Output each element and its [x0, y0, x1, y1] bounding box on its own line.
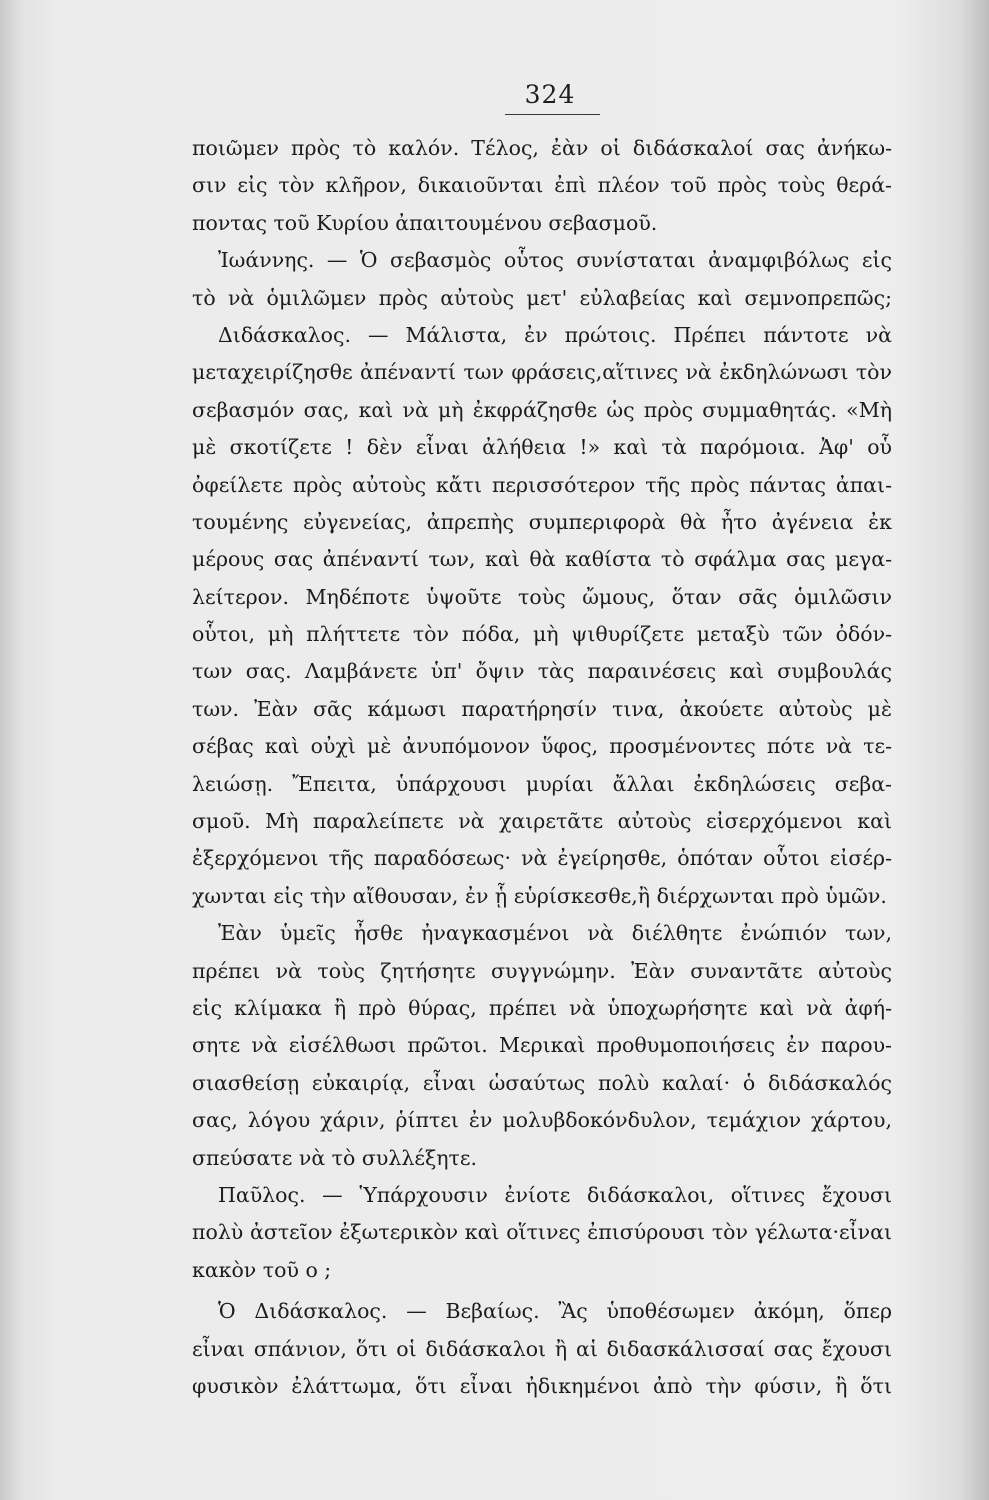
text-line: Ὁ Διδάσκαλος. — Βεβαίως. Ἂς ὑποθέσωμεν ἀκόμη, ὅπερ	[218, 1299, 892, 1324]
text-line: μέρους σας ἀπέναντί των, καὶ θὰ καθίστα τὸ σφάλμα σας μεγα-	[192, 547, 892, 572]
text-line: σπεύσατε νὰ τὸ συλλέξητε.	[192, 1145, 477, 1170]
text-line: Ἰωάννης. — Ὁ σεβασμὸς οὗτος συνίσταται ἀναμφιβόλως εἰς	[218, 248, 892, 273]
text-line: λειώσῃ. Ἔπειτα, ὑπάρχουσι μυρίαι ἄλλαι ἐκδηλώσεις σεβα-	[192, 771, 892, 796]
text-line: ἐξερχόμενοι τῆς παραδόσεως· νὰ ἐγείρησθε, ὁπόταν οὗτοι εἰσέρ-	[192, 846, 892, 871]
text-line: ποντας τοῦ Κυρίου ἀπαιτουμένου σεβασμοῦ.	[192, 210, 658, 235]
text-line: ὀφείλετε πρὸς αὐτοὺς κἄτι περισσότερον τῆς πρὸς πάντας ἀπαι-	[192, 472, 892, 497]
text-line: σεβασμόν σας, καὶ νὰ μὴ ἐκφράζησθε ὡς πρὸς συμμαθητάς. «Μὴ	[192, 397, 892, 422]
text-line: μὲ σκοτίζετε ! δὲν εἶναι ἀλήθεια !» καὶ τὰ παρόμοια. Ἀφ' οὗ	[192, 435, 892, 460]
text-line: Ἐὰν ὑμεῖς ἦσθε ἠναγκασμένοι νὰ διέλθητε ἐνώπιόν των,	[218, 921, 892, 946]
page-number-rule	[505, 114, 600, 115]
text-line: εἰς κλίμακα ἢ πρὸ θύρας, πρέπει νὰ ὑποχωρήσητε καὶ νὰ ἀφή-	[192, 995, 892, 1020]
text-line: σέβας καὶ οὐχὶ μὲ ἀνυπόμονον ὕφος, προσμένοντες πότε νὰ τε-	[192, 734, 892, 759]
text-line: πρέπει νὰ τοὺς ζητήσητε συγγνώμην. Ἐὰν συναντᾶτε αὐτοὺς	[192, 958, 892, 983]
text-line: σμοῦ. Μὴ παραλείπετε νὰ χαιρετᾶτε αὐτοὺς εἰσερχόμενοι καὶ	[192, 809, 892, 834]
text-line: οὗτοι, μὴ πλήττετε τὸν πόδα, μὴ ψιθυρίζετε μεταξὺ τῶν ὀδόν-	[192, 622, 892, 647]
text-line: κακὸν τοῦ ο ;	[192, 1257, 332, 1282]
text-line: τουμένης εὐγενείας, ἀπρεπὴς συμπεριφορὰ θὰ ἦτο ἀγένεια ἐκ	[192, 509, 892, 534]
text-line: Διδάσκαλος. — Μάλιστα, ἐν πρώτοις. Πρέπει πάντοτε νὰ	[218, 322, 892, 347]
text-line: πολὺ ἀστεῖον ἐξωτερικὸν καὶ οἵτινες ἐπισύρουσι τὸν γέλωτα·εἶναι	[192, 1220, 892, 1245]
text-line: μεταχειρίζησθε ἀπέναντί των φράσεις,αἵτινες νὰ ἐκδηλώνωσι τὸν	[192, 360, 892, 385]
text-line: των σας. Λαμβάνετε ὑπ' ὄψιν τὰς παραινέσεις καὶ συμβουλάς	[192, 659, 892, 684]
text-line: Παῦλος. — Ὑπάρχουσιν ἐνίοτε διδάσκαλοι, οἵτινες ἔχουσι	[218, 1182, 892, 1207]
page-number: 324	[524, 80, 576, 109]
text-line: εἶναι σπάνιον, ὅτι οἱ διδάσκαλοι ἢ αἱ διδασκάλισσαί σας ἔχουσι	[192, 1336, 892, 1361]
text-line: των. Ἐὰν σᾶς κάμωσι παρατήρησίν τινα, ἀκούετε αὐτοὺς μὲ	[192, 696, 892, 721]
text-line: τὸ νὰ ὁμιλῶμεν πρὸς αὐτοὺς μετ' εὐλαβείας καὶ σεμνοπρεπῶς;	[192, 285, 892, 310]
text-line: λείτερον. Μηδέποτε ὑψοῦτε τοὺς ὤμους, ὅταν σᾶς ὁμιλῶσιν	[192, 584, 892, 609]
body-text	[192, 130, 892, 1405]
text-line: σιν εἰς τὸν κλῆρον, δικαιοῦνται ἐπὶ πλέον τοῦ πρὸς τοὺς θερά-	[192, 173, 892, 198]
text-line: σητε νὰ εἰσέλθωσι πρῶτοι. Μερικαὶ προθυμοποιήσεις ἐν παρου-	[192, 1033, 892, 1058]
text-line: σας, λόγου χάριν, ῥίπτει ἐν μολυβδοκόνδυλον, τεμάχιον χάρτου,	[192, 1108, 892, 1133]
text-line: σιασθείσῃ εὐκαιρίᾳ, εἶναι ὡσαύτως πολὺ καλαί· ὁ διδάσκαλός	[192, 1070, 892, 1095]
text-line: φυσικὸν ἐλάττωμα, ὅτι εἶναι ἠδικημένοι ἀπὸ τὴν φύσιν, ἢ ὅτι	[192, 1373, 892, 1398]
text-line: ποιῶμεν πρὸς τὸ καλόν. Τέλος, ἐὰν οἱ διδάσκαλοί σας ἀνήκω-	[192, 136, 892, 160]
text-line: χωνται εἰς τὴν αἴθουσαν, ἐν ᾗ εὑρίσκεσθε,ἢ διέρχωνται πρὸ ὑμῶν.	[192, 883, 887, 908]
